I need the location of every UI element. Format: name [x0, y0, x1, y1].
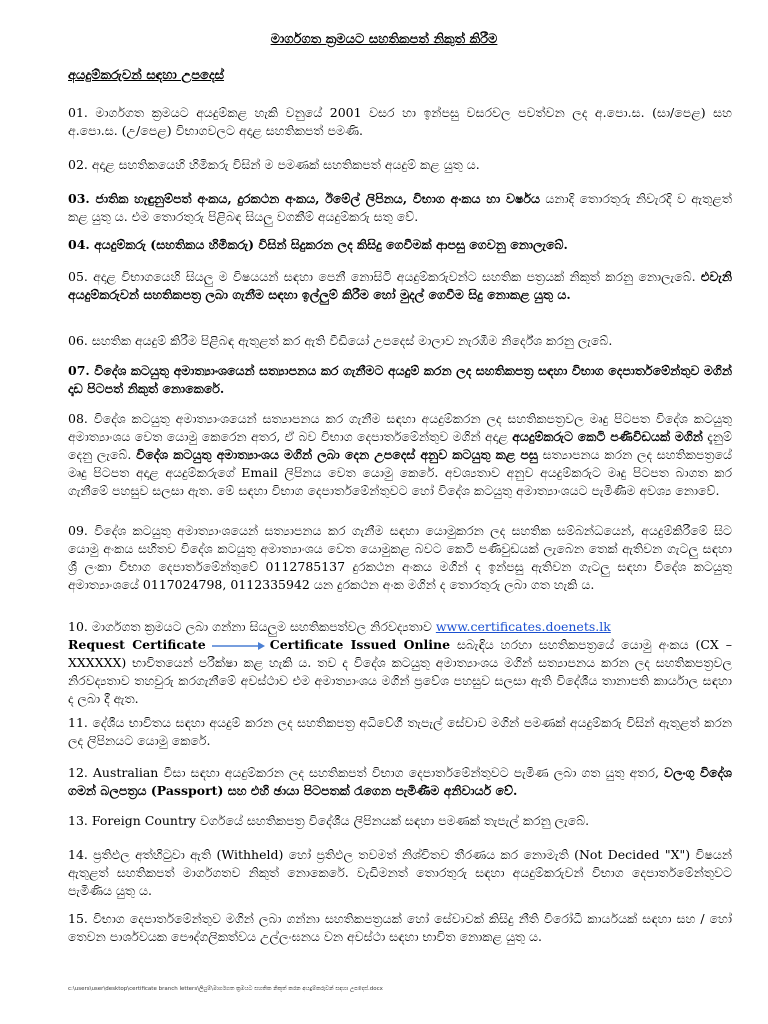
instruction-12-text: 12. Australian වීසා සඳහා අයදුම්කරන ලද සහතිකපත් විභාග දෙපාර්තමේන්තුවට පැමිණ ලබා ගත යුතු අතර, — [68, 765, 664, 780]
instruction-10 — [68, 618, 732, 708]
instruction-12 — [68, 764, 732, 800]
instruction-03-text: යනාදි තොරතුරු නිවැරදි ව ඇතුළත් කළ යුතු ය. එම තොරතුරු පිළිබඳ සියලු වගකීම් අයදුම්කරු සතු වේ. — [68, 191, 732, 224]
certificates-website-link[interactable]: www.certificates.doenets.lk — [435, 619, 611, 634]
instruction-15: 15. විභාග දෙපාර්තමේන්තුව මගින් ලබා ගන්නා සහතිකපත්‍රයක් හෝ සේවාවක් කිසිදු නීති විරෝධී කාර්යයක් සඳහා සහ / හෝ තෙවන පාර්ශවයක පෞද්ගලිකත්වය උල්ලංඝනය වන අවස්ථා සඳහා භාවිත නොකළ යුතු ය. — [68, 911, 732, 944]
instruction-05-text: 05. අදාළ විභාගයෙහි සියලු ම විෂයයන් සඳහා පෙනී නොසිටි අයදුම්කරුවන්ට සහතික පත්‍රයක් නිකුත් කරනු නොලැබේ. — [68, 269, 701, 284]
instruction-05-bold: එවැනි අයදුම්කරුවන් සහතිකපත්‍ර ලබා ගැනීම සඳහා ඉල්ලුම් කිරීම හෝ මුදල් ගෙවීම සිදු නොකළ යුතු ය. — [68, 269, 732, 302]
instruction-08-text-b: දැනුම් දෙනු ලැබේ. — [68, 429, 732, 462]
instruction-03-bold: 03. ජාතික හැඳුනුම්පත් අංකය, දුරකථන අංකය, ඊමේල් ලිපිනය, විභාග අංකය හා වර්ෂය — [68, 191, 540, 206]
certificate-issued-online-label: Certificate Issued Online — [269, 637, 451, 652]
instruction-08-bold-b: විදේශ කටයුතු අමාත්‍යාංශය මගින් ලබා දෙන උපදෙස් අනුව කටයුතු කළ පසු — [136, 447, 538, 462]
instruction-12-bold: වලංගු විදේශ ගමන් බලපත්‍රය (Passport) සහ එහි ඡායා පිටපතක් රැගෙන පැමිණීම අනිවාර්ය වේ. — [68, 765, 732, 798]
instruction-14: 14. ප්‍රතිඵල අත්හිටුවා ඇති (Withheld) හෝ ප්‍රතිඵල තවමත් නිශ්චිතව තීරණය කර නොමැති (Not Decided "X") විෂයන් ඇතුළත් සහතිකපත් මාර්ගගතව නිකුත් නොකෙරේ. වැඩිමනත් තොරතුරු සඳහා අයදුම්කරුවන් විභාග දෙපාර්තමේන්තුවට පැමිණිය යුතු ය. — [68, 847, 732, 898]
file-path-footer: c:\users\user\desktop\certificate branch letters\ලියුම්\මාර්ගගත ක්‍රමයට සහතික නිකුත් කරන අයදුම්කරුවන් සඳහා උපදෙස්.docx — [68, 986, 383, 992]
instruction-05 — [68, 268, 732, 304]
instruction-11: 11. දේශීය භාවිතය සඳහා අයදුම් කරන ලද සහතිකපත්‍ර අධිවේගී තැපැල් සේවාව මගින් පමණක් අයදුම්කරු විසින් ඇතුළත් කරන ලද ලිපිනයට යොමු කෙරේ. — [68, 715, 732, 748]
instruction-03 — [68, 190, 732, 226]
instruction-08-text-c: සත්‍යාපනය කරන ලද සහතිකපත්‍රයේ මෘදු පිටපත අදාළ අයදුම්කරුගේ Email ලිපිනය වෙත යොමු කෙරේ. අවශ්‍යතාව අනුව අයදුම්කරුට මෘදු පිටපත බාගත කර ගැනීමේ පහසුව සලසා ඇත. මේ සඳහා විභාග දෙපාර්තමේන්තුවට හෝ විදේශ කටයුතු අමාත්‍යාංශයට පැමිණීම අවශ්‍ය නොවේ. — [68, 447, 732, 498]
instruction-01: 01. මාර්ගගත ක්‍රමයට අයදුම්කළ හැකි වනුයේ 2001 වසර හා ඉන්පසු වසරවල පවත්වන ලද අ.පො.ස. (සා/පෙළ) සහ අ.පො.ස. (උ/පෙළ) විභාගවලට අදාළ සහතිකපත් පමණි. — [68, 105, 732, 138]
document-title: මාර්ගගත ක්‍රමයට සහතිකපත් නිකුත් කිරීම — [270, 32, 498, 47]
instruction-07: 07. විදේශ කටයුතු අමාත්‍යාංශයෙන් සත්‍යාපනය කර ගැනීමට අයදුම් කරන ලද සහතිකපත්‍ර සඳහා විභාග දෙපාර්තමේන්තුව මගින් දෘඩ පිටපත් නිකුත් නොකෙරේ. — [68, 363, 732, 396]
instruction-08-text-a: 08. විදේශ කටයුතු අමාත්‍යාංශයෙන් සත්‍යාපනය කර ගැනීම සඳහා අයදුම්කරන ලද සහතිකපත්‍රවල මෘදු පිටපත විදේශ කටයුතු අමාත්‍යාංශය වෙත යොමු කෙරෙන අතර, ඒ බව විභාග දෙපාර්තමේන්තුව මගින් අදාළ — [68, 411, 732, 444]
instruction-10-text-b: සබැඳිය හරහා සහතිකපත්‍රයේ යොමු අංකය (CX – XXXXXX) භාවිතයෙන් පරීක්ෂා කළ හැකි ය. තව ද විදේශ කටයුතු අමාත්‍යාංශය මගින් සත්‍යාපනය කරන ලද සහතිකපත්‍රවල නිරවද්‍යතාව තහවුරු කරගැනීමේ අවස්ථාව එම අමාත්‍යාංශය මගින් ප්‍රවේශ පහසුව සලසා ඇති විදේශීය තානාපති කාර්යාල සඳහා ද ලබා දී ඇත. — [68, 637, 732, 706]
instruction-09: 09. විදේශ කටයුතු අමාත්‍යාංශයෙන් සත්‍යාපනය කර ගැනීම සඳහා යොමුකරන ලද සහතික සම්බන්ධයෙන්, අයදුම්කිරීමේ සිට යොමු අංකය සහිතව විදේශ කටයුතු අමාත්‍යාංශය වෙත යොමුකළ බවට කෙටි පණිවුඩයක් ලැබෙන තෙක් ඇතිවන ගැටලු සඳහා ශ්‍රී ලංකා විභාග දෙපාර්තමේන්තුවේ 0112785137 දුරකථන අංකය මගින් ද ඉන්පසු ඇතිවන ගැටලු සඳහා විදේශ කටයුතු අමාත්‍යාංශයේ 0117024798, 0112335942 යන දුරකථන අංක මගින් ද තොරතුරු ලබා ගත හැකි ය. — [68, 523, 732, 592]
instruction-06: 06. සහතික අයදුම් කිරීම පිළිබඳ ඇතුළත් කර ඇති වීඩියෝ උපදෙස් මාලාව නැරඹීම නිර්දේශ කරනු ලැබේ. — [68, 333, 613, 348]
instruction-10-text-a: 10. මාර්ගගත ක්‍රමයට ලබා ගන්නා සියලුම සහතිකපත්වල නිරවද්‍යතාව — [68, 619, 436, 634]
instruction-08-bold-a: අයදුම්කරුට කෙටි පණිවිඩයක් මගින් — [512, 429, 703, 444]
request-certificate-label: Request Certificate — [68, 637, 206, 652]
instruction-02: 02. අදාළ සහතිකයෙහි හිමිකරු විසින් ම පමණක් සහතිකපත් අයදුම් කළ යුතු ය. — [68, 157, 480, 172]
instruction-08 — [68, 410, 732, 500]
instruction-04: 04. අයදුම්කරු (සහතිකය හිමිකරු) විසින් සිදුකරන ලද කිසිදු ගෙවීමක් ආපසු ගෙවනු නොලැබේ. — [68, 237, 568, 252]
instructions-heading: අයදුම්කරුවන් සඳහා උපදෙස් — [68, 68, 225, 83]
instruction-13: 13. Foreign Country වර්ගයේ සහතිකපත්‍ර විදේශීය ලිපිනයක් සඳහා පමණක් තැපැල් කරනු ලැබේ. — [68, 813, 590, 828]
right-arrow-icon — [210, 641, 266, 651]
